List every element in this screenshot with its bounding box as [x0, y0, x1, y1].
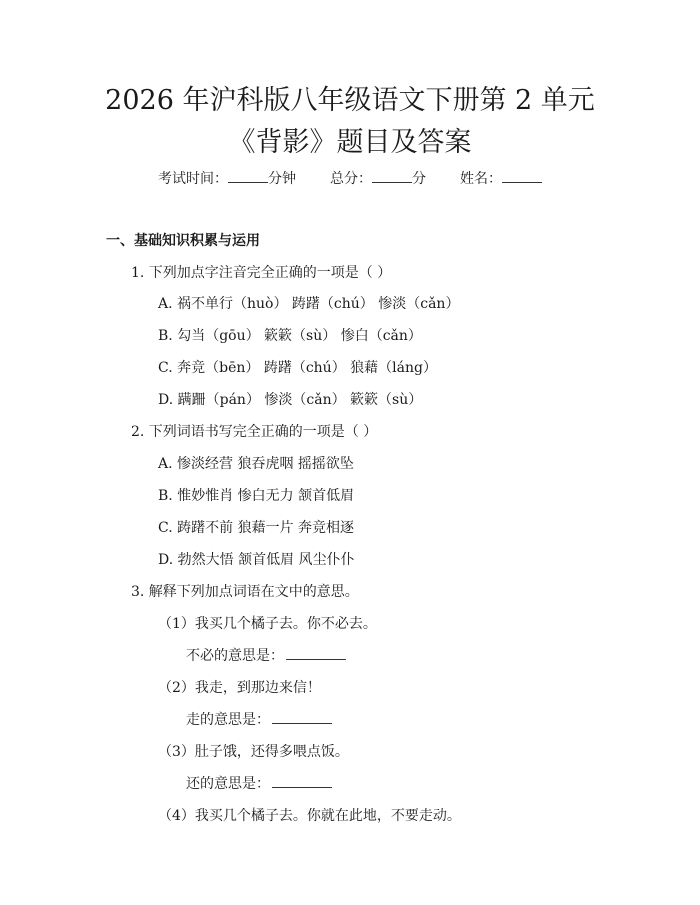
question-3-item-3: （3）肚子饿，还得多喂点饭。: [158, 744, 349, 760]
name-blank: [502, 170, 542, 183]
question-3-item-1: （1）我买几个橘子去。你不必去。: [158, 616, 377, 632]
exam-info-line: [0, 168, 700, 188]
document-title: 2026 年沪科版八年级语文下册第 2 单元《背影》题目及答案: [105, 85, 595, 158]
time-label: 考试时间：: [158, 171, 228, 187]
name-label: 姓名：: [460, 171, 502, 187]
question-1-stem: 1. 下列加点字注音完全正确的一项是（ ）: [131, 265, 392, 281]
question-1-option-a: A. 祸不单行（huò） 踌躇（chú） 惨淡（cǎn）: [158, 296, 460, 312]
question-3-item-2: （2）我走，到那边来信！: [158, 680, 321, 696]
section-heading: 一、基础知识积累与运用: [106, 233, 260, 249]
question-1-option-d: D. 蹒跚（pán） 惨淡（cǎn） 簌簌（sù）: [158, 392, 423, 408]
question-3-answer-1: [186, 645, 346, 665]
answer-1-label: 不必的意思是：: [186, 648, 284, 664]
score-unit: 分: [412, 171, 426, 187]
score-blank: [372, 170, 412, 183]
answer-2-blank[interactable]: [272, 711, 332, 724]
question-1-option-b: B. 勾当（gōu） 簌簌（sù） 惨白（cǎn）: [158, 328, 422, 344]
question-2-option-d: D. 勃然大悟 颔首低眉 风尘仆仆: [158, 552, 355, 568]
question-2-option-b: B. 惟妙惟肖 惨白无力 颔首低眉: [158, 488, 355, 504]
answer-3-blank[interactable]: [272, 775, 332, 788]
question-2-option-c: C. 踌躇不前 狼藉一片 奔竞相逐: [158, 520, 355, 536]
question-1-option-c: C. 奔竞（bēn） 踌躇（chú） 狼藉（láng）: [158, 360, 437, 376]
question-3-answer-2: [186, 709, 332, 729]
question-3-answer-3: [186, 773, 332, 793]
score-label: 总分：: [330, 171, 372, 187]
question-2-stem: 2. 下列词语书写完全正确的一项是（ ）: [131, 424, 378, 440]
answer-3-label: 还的意思是：: [186, 776, 270, 792]
question-3-item-4: （4）我买几个橘子去。你就在此地，不要走动。: [158, 808, 461, 824]
time-unit: 分钟: [268, 171, 296, 187]
answer-1-blank[interactable]: [286, 647, 346, 660]
question-2-option-a: A. 惨淡经营 狼吞虎咽 摇摇欲坠: [158, 456, 354, 472]
question-3-stem: 3. 解释下列加点词语在文中的意思。: [131, 584, 359, 600]
time-blank: [228, 170, 268, 183]
answer-2-label: 走的意思是：: [186, 712, 270, 728]
